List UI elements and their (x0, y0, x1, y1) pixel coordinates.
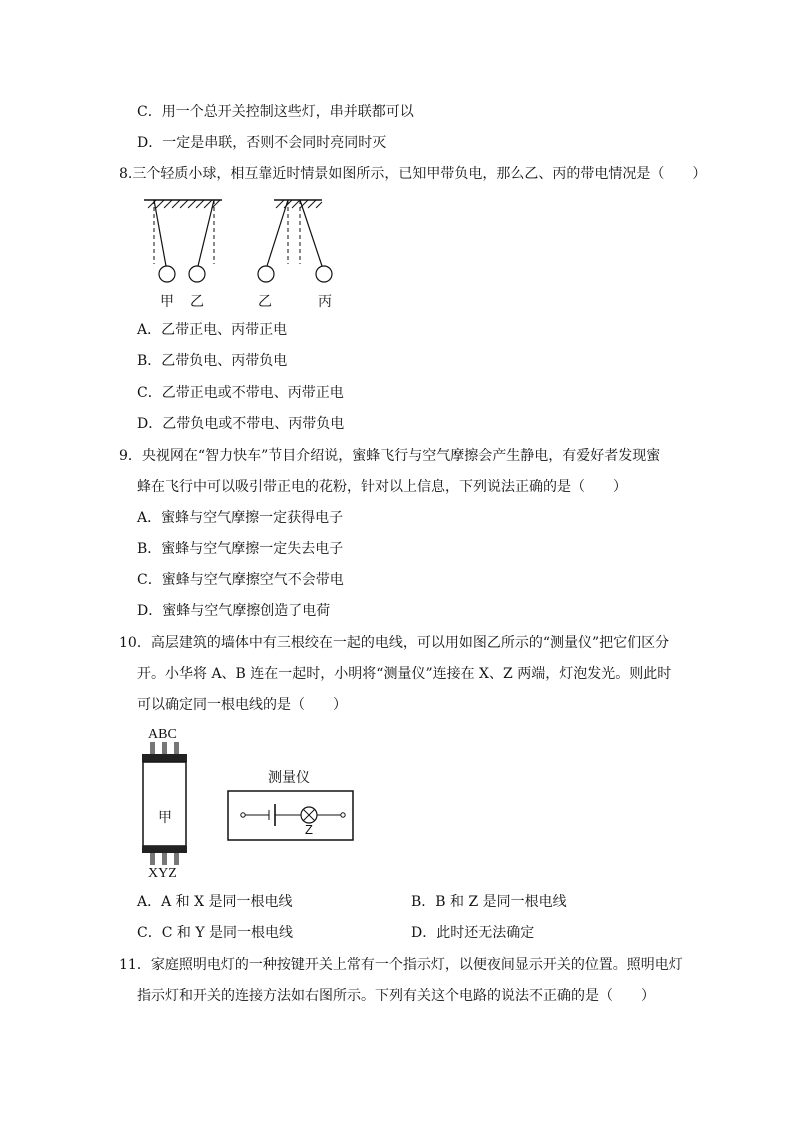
q10-stem-line-2: 开。小华将 A、B 连在一起时，小明将“测量仪”连接在 X、Z 两端，灯泡发光。则此时 (137, 666, 672, 682)
label-meter-sub: Z (305, 822, 313, 837)
label-jia: 甲 (160, 294, 174, 310)
q10-option-c: C．C 和 Y 是同一根电线 (137, 925, 294, 941)
q9-option-c: C．蜜蜂与空气摩擦空气不会带电 (137, 572, 344, 588)
q8-stem: 8.三个轻质小球，相互靠近时情景如图所示，已知甲带负电，那么乙、丙的带电情况是（ ） (119, 166, 707, 182)
label-meter-title: 测量仪 (268, 770, 310, 786)
q9-option-b: B．蜜蜂与空气摩擦一定失去电子 (137, 541, 344, 557)
q7-option-d: D．一定是串联，否则不会同时亮同时灭 (137, 135, 387, 151)
ball-jia (159, 266, 175, 282)
q10-stem-line-3: 可以确定同一根电线的是（ ） (137, 697, 347, 713)
q10-option-a: A．A 和 X 是同一根电线 (137, 894, 293, 910)
q9-stem-line-1: 9．央视网在“智力快车”节目介绍说，蜜蜂飞行与空气摩擦会产生静电，有爱好者发现蜜 (119, 448, 661, 464)
q9-option-d: D．蜜蜂与空气摩擦创造了电荷 (137, 603, 331, 619)
q8-option-c: C．乙带正电或不带电、丙带正电 (137, 385, 344, 401)
q7-option-c: C．用一个总开关控制这些灯，串并联都可以 (137, 104, 414, 120)
meter-figure (227, 790, 355, 842)
q11-stem-line-2: 指示灯和开关的连接方法如右图所示。下列有关这个电路的说法不正确的是（ ） (137, 988, 655, 1004)
q10-option-d: D．此时还无法确定 (411, 925, 535, 941)
q8-option-a: A．乙带正电、丙带正电 (137, 322, 288, 338)
q11-stem-line-1: 11．家庭照明电灯的一种按键开关上常有一个指示灯，以便夜间显示开关的位置。照明电灯 (119, 957, 683, 973)
ball-bing (316, 266, 332, 282)
label-yi-2: 乙 (258, 294, 272, 310)
q8-option-b: B．乙带负电、丙带负电 (137, 353, 288, 369)
label-xyz: XYZ (148, 866, 177, 881)
q10-option-b: B．B 和 Z 是同一根电线 (411, 894, 567, 910)
q8-option-d: D．乙带负电或不带电、丙带负电 (137, 416, 345, 432)
label-abc: ABC (148, 727, 177, 742)
q9-option-a: A．蜜蜂与空气摩擦一定获得电子 (137, 510, 344, 526)
ball-yi-right (258, 266, 274, 282)
label-box-jia: 甲 (158, 810, 172, 826)
q10-stem-line-1: 10．高层建筑的墙体中有三根绞在一起的电线，可以用如图乙所示的“测量仪”把它们区分 (119, 635, 670, 651)
wall-box-figure (140, 742, 190, 868)
ball-yi-left (189, 266, 205, 282)
q8-pendulum-figure (140, 194, 340, 294)
label-bing: 丙 (318, 294, 332, 310)
label-yi-1: 乙 (190, 294, 204, 310)
q9-stem-line-2: 蜂在飞行中可以吸引带正电的花粉，针对以上信息，下列说法正确的是（ ） (137, 479, 627, 495)
